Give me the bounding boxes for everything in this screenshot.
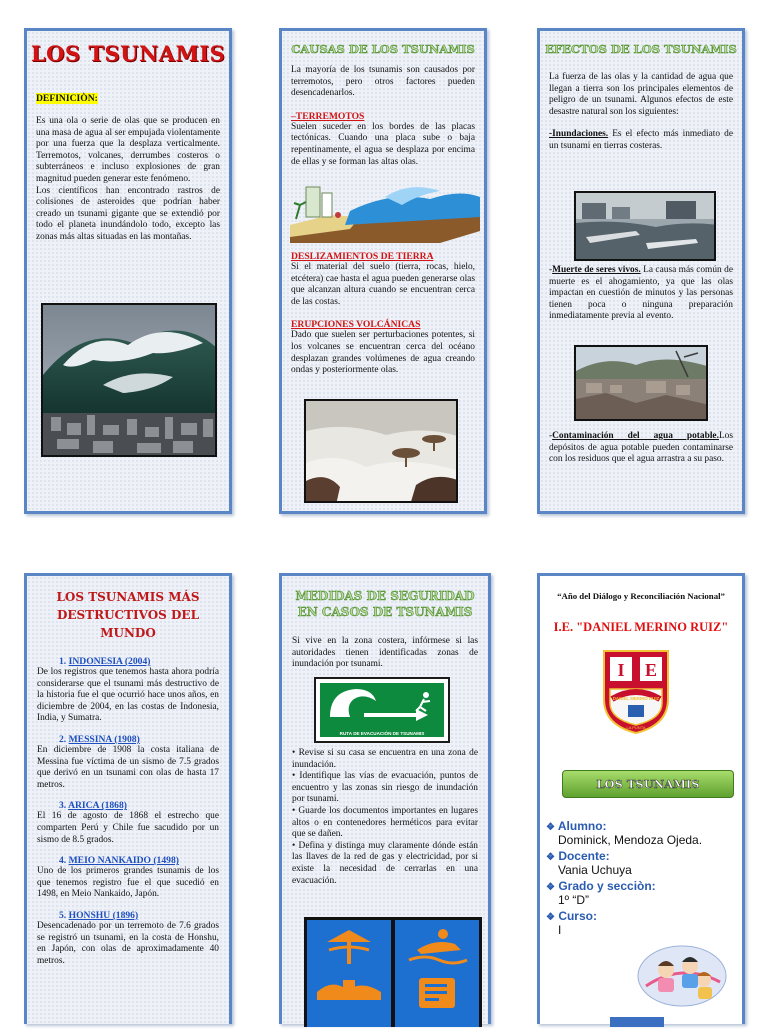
water-text: Los depósitos de agua potable pueden contaminarse con los residuos que el agua arrastra a su paso. [549,431,733,465]
landslides-text: Si el material del suelo (tierra, rocas, hielo, etcétera) cae hasta el agua pueden generarse olas que alcanzan altura cuando se encuentran cerca de las costas. [291,262,475,307]
panel-cover [537,573,745,1024]
coastal-waves-photo [304,399,458,503]
effect-death [549,265,733,323]
swimmer-document-icon [395,920,479,1027]
list-item-number: 3. [59,800,67,812]
list-item-header [37,855,219,866]
crest-letter-i: I [617,660,625,680]
sign-text: RUTA DE EVACUACIÓN DE TSUNAMIS [339,731,425,736]
panel-causes [279,28,487,514]
panel-safety [279,573,491,1024]
list-item [37,910,219,967]
info-value: Vania Uchuya [558,863,632,877]
earthquakes-text: Suelen suceder en los bordes de las placas tectónicas. Cuando una placa sube o baja repentinamente, el agua se desplaza por encima de ellas y se forman las altas olas. [291,121,475,167]
info-label-row [546,879,736,893]
effect-water [549,431,733,466]
student-info [546,819,736,937]
flooded-town-photo [574,191,716,261]
bullet-item: • Guarde los documentos importantes en lugares altos o en contenedores herméticos para evitar que se dañen. [292,805,478,840]
list-item-number: 1. [59,656,67,667]
effects-intro: La fuerza de las olas y la cantidad de agua que llegan a tierra son los principales elementos de peligro de un tsunami. Algunos efectos de este desastre natural son los siguientes: [549,72,733,117]
panel-title: CAUSAS DE LOS TSUNAMIS [291,42,475,56]
banner-text: LOS TSUNAMIS [596,777,700,791]
crest-place-text: LA PUNTA [626,725,646,730]
info-row [546,819,736,847]
scientists-text: Los científicos han encontrado rastros de colisiones de asteroides que podrían haber creado un tsunami gigante que se extendió por todo el planeta inundándolo todo, excepto las zonas más altas situadas en las montañas. [36,185,220,242]
info-label-row [546,819,736,833]
list-item-text: Uno de los primeros grandes tsunamis de los que tenemos registro fue el que sucedió en 1498, en Meio Nankaido, Japón. [37,866,219,900]
list-item [37,855,219,901]
panel-title [282,588,488,620]
list-item-header [37,656,219,667]
tsunami-warning-icon [307,920,391,1027]
info-label-row [546,909,736,923]
list-item-text: Desencadenado por un terremoto de 7.6 grados se registró un tsunami, en la costa de Honshu, en Japón, con olas de aproximadamente 40 metros. [37,920,219,966]
list-item-name[interactable]: HONSHU (1896) [68,909,139,921]
definition-text: Es una ola o serie de olas que se producen en una masa de agua al ser empujada violentamente por una fuerza que la desplaza verticalmente. Terremotos, volcanes, derrumbes costeros o subterráneos e incluso explosiones de gran magnitud pueden generar este fenómeno. [36,116,220,184]
death-text: La causa más común de muerte es el ahogamiento, ya que las olas impactan en cuestión de minutos y las personas tienen poca o ninguna preparación inmediatamente previa al evento. [549,265,733,322]
info-value: I [558,923,562,937]
bullet-item: • Defina y distinga muy claramente dónde están las llaves de la red de gas y electricidad, por si existe la necesidad de cerrarlas en una evacuación. [292,840,478,886]
year-motto: “Año del Diálogo y Reconciliación Nacional” [557,591,725,601]
panel-definition [24,28,232,514]
water-prefix: - [549,431,553,441]
list-item-header [37,800,219,811]
volcanic-heading: ERUPCIONES VOLCÁNICAS [291,319,421,331]
list-item-name[interactable]: MEIO NANKAIDO (1498) [68,855,179,867]
diamond-bullet-icon: ❖ [546,852,555,863]
list-item [37,656,219,725]
evacuation-route-sign [314,677,450,743]
diamond-bullet-icon: ❖ [546,882,555,893]
diamond-bullet-icon: ❖ [546,912,555,923]
footer-blue-block [610,1017,664,1027]
safety-intro: Si vive en la zona costera, infórmese si las autoridades tienen identificadas zonas de inundación por tsunami. [292,636,478,670]
list-item-number: 5. [59,909,67,921]
list-item-name[interactable]: ARICA (1868) [68,800,127,812]
tsunami-wave-photo [41,303,217,457]
info-value: Dominick, Mendoza Ojeda. [558,833,703,847]
destroyed-town-photo [574,345,708,421]
info-label: Alumno: [557,819,607,833]
school-crest [602,649,670,735]
flood-label: -Inundaciones. [549,129,609,140]
panel-effects [537,28,745,514]
wave-runner-icon [320,683,444,729]
crest-ribbon-text: DANIEL MERINO RUIZ [612,696,660,701]
info-row [546,879,736,907]
title-line-1: MEDIDAS DE SEGURIDAD [295,589,475,603]
earthquakes-heading: –TERREMOTOS [291,110,365,122]
list-item-name[interactable]: MESSINA (1908) [68,733,140,745]
flood-text: Es el efecto más inmediato de un tsunami en tierras costeras. [549,129,733,151]
info-label: Grado y secciòn: [558,879,656,893]
bullet-item: • Identifique las vías de evacuación, puntos de encuentro y las zonas sin riesgo de inundación por tsunami. [292,771,478,805]
title-banner [562,770,734,798]
info-row [546,849,736,877]
effect-flood [549,129,733,152]
safety-bullets [292,748,478,887]
list-item-number: 4. [59,855,67,867]
info-value: 1º “D” [558,893,590,907]
info-label: Docente: [558,849,610,863]
tsunami-diagram-illustration [290,181,480,243]
volcanic-text: Dado que suelen ser perturbaciones potentes, si los volcanes se encuentran cerca del océano desplazan grandes volúmenes de agua creando ondas y posteriormente olas. [291,330,475,376]
death-label: Muerte de seres vivos. [552,265,641,275]
panel-destructive [24,573,232,1024]
list-item [37,800,219,846]
landslides-heading: DESLIZAMIENTOS DE TIERRA [291,251,434,262]
panel-title: EFECTOS DE LOS TSUNAMIS [545,42,737,56]
children-clipart [636,942,728,1008]
info-label-row [546,849,736,863]
list-item-number: 2. [59,733,67,745]
panel-title: LOS TSUNAMIS [30,41,226,66]
death-prefix: - [549,265,553,275]
crest-letter-e: E [644,660,658,680]
safety-icons-grid [304,917,482,1027]
list-item-text: En diciembre de 1908 la costa italiana de Messina fue víctima de un sismo de 7.5 grados que derivó en un tsunami con olas de hasta 17 metros. [37,744,219,790]
list-item [37,734,219,791]
panel-title: LOS TSUNAMIS MÁS DESTRUCTIVOS DEL MUNDO [56,590,200,640]
info-row [546,909,736,937]
tsunami-list [27,656,229,967]
water-label: Contaminación del agua potable. [552,431,719,441]
diamond-bullet-icon: ❖ [546,822,555,833]
school-name: I.E. "DANIEL MERINO RUIZ" [553,620,729,634]
list-item-header [37,910,219,921]
info-label: Curso: [558,909,597,923]
bullet-item: • Revise si su casa se encuentra en una zona de inundación. [292,748,478,770]
list-item-text: El 16 de agosto de 1868 el estrecho que comparten Perú y Chile fue sacudido por un sismo de 8.5 grados. [37,811,219,845]
list-item-text: De los registros que tenemos hasta ahora podría considerarse que el tsunami más destructivo de la historia fue el que ocurrió hace unos años, en diciembre de 2004, en las costas de Indonesia, India, y Sumatra. [37,667,219,724]
causes-intro: La mayoría de los tsunamis son causados por terremotos, pero otros factores pueden desencadenarlos. [291,65,475,99]
list-item-name[interactable]: INDONESIA (2004) [68,656,151,667]
list-item-header [37,734,219,745]
definition-label: DEFINICIÒN: [36,93,98,104]
title-line-2: EN CASOS DE TSUNAMIS [297,605,473,619]
